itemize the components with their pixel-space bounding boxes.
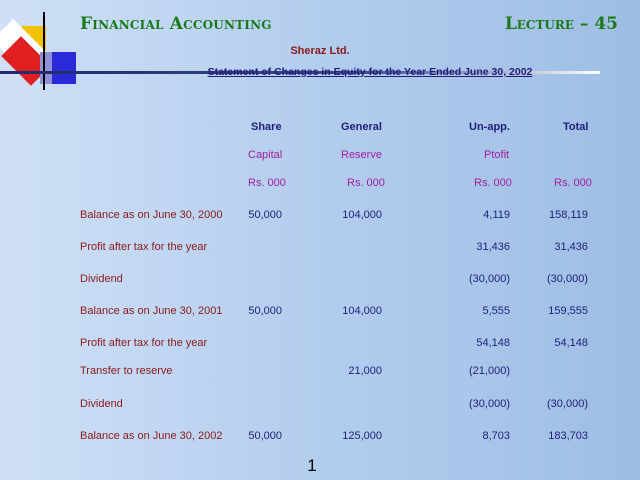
cell-total: 183,703 (548, 430, 588, 442)
cell-unapp: 8,703 (482, 430, 510, 442)
col-sub-capital: Capital (248, 149, 283, 161)
col-unit-2: Rs. 000 (347, 177, 385, 189)
page-number: 1 (307, 456, 317, 475)
cell-share: 50,000 (248, 430, 282, 442)
col-header-unapp: Un-app. (469, 121, 510, 133)
cell-unapp: (30,000) (469, 398, 510, 410)
company-name: Sheraz Ltd. (290, 45, 350, 57)
row-label: Dividend (80, 398, 123, 410)
col-sub-reserve: Reserve (341, 149, 382, 161)
col-unit-3: Rs. 000 (474, 177, 512, 189)
cell-general: 104,000 (342, 305, 382, 317)
lecture-title: Lecture – 45 (504, 14, 618, 34)
row-label: Balance as on June 30, 2002 (80, 430, 223, 442)
cell-unapp: (30,000) (469, 273, 510, 285)
col-header-general: General (341, 121, 382, 133)
cell-unapp: 4,119 (483, 209, 510, 221)
row-label: Balance as on June 30, 2001 (80, 305, 223, 317)
col-unit-1: Rs. 000 (248, 177, 286, 189)
cell-total: 31,436 (554, 241, 588, 253)
course-title: Financial Accounting (80, 14, 272, 34)
cell-total: (30,000) (547, 273, 588, 285)
cell-unapp: 54,148 (476, 337, 510, 349)
col-unit-4: Rs. 000 (554, 177, 592, 189)
row-label: Profit after tax for the year (80, 337, 208, 349)
row-label: Balance as on June 30, 2000 (80, 209, 223, 221)
cell-unapp: 31,436 (476, 241, 510, 253)
col-header-total: Total (563, 121, 589, 133)
row-label: Dividend (80, 273, 123, 285)
cell-total: 158,119 (549, 209, 588, 221)
cell-unapp: (21,000) (469, 365, 510, 377)
row-label: Profit after tax for the year (80, 241, 208, 253)
cell-unapp: 5,555 (482, 305, 510, 317)
cell-general: 21,000 (348, 365, 382, 377)
cell-total: 54,148 (554, 337, 588, 349)
cell-share: 50,000 (248, 209, 282, 221)
cell-general: 125,000 (342, 430, 382, 442)
col-header-share: Share (251, 121, 282, 133)
cell-share: 50,000 (248, 305, 282, 317)
cell-total: (30,000) (547, 398, 588, 410)
row-label: Transfer to reserve (80, 365, 173, 377)
cell-general: 104,000 (342, 209, 382, 221)
col-sub-profit: Ptofit (484, 149, 510, 161)
cell-total: 159,555 (548, 305, 588, 317)
statement-title: Statement of Changes in Equity for the Year Ended June 30, 2002 (207, 66, 533, 78)
